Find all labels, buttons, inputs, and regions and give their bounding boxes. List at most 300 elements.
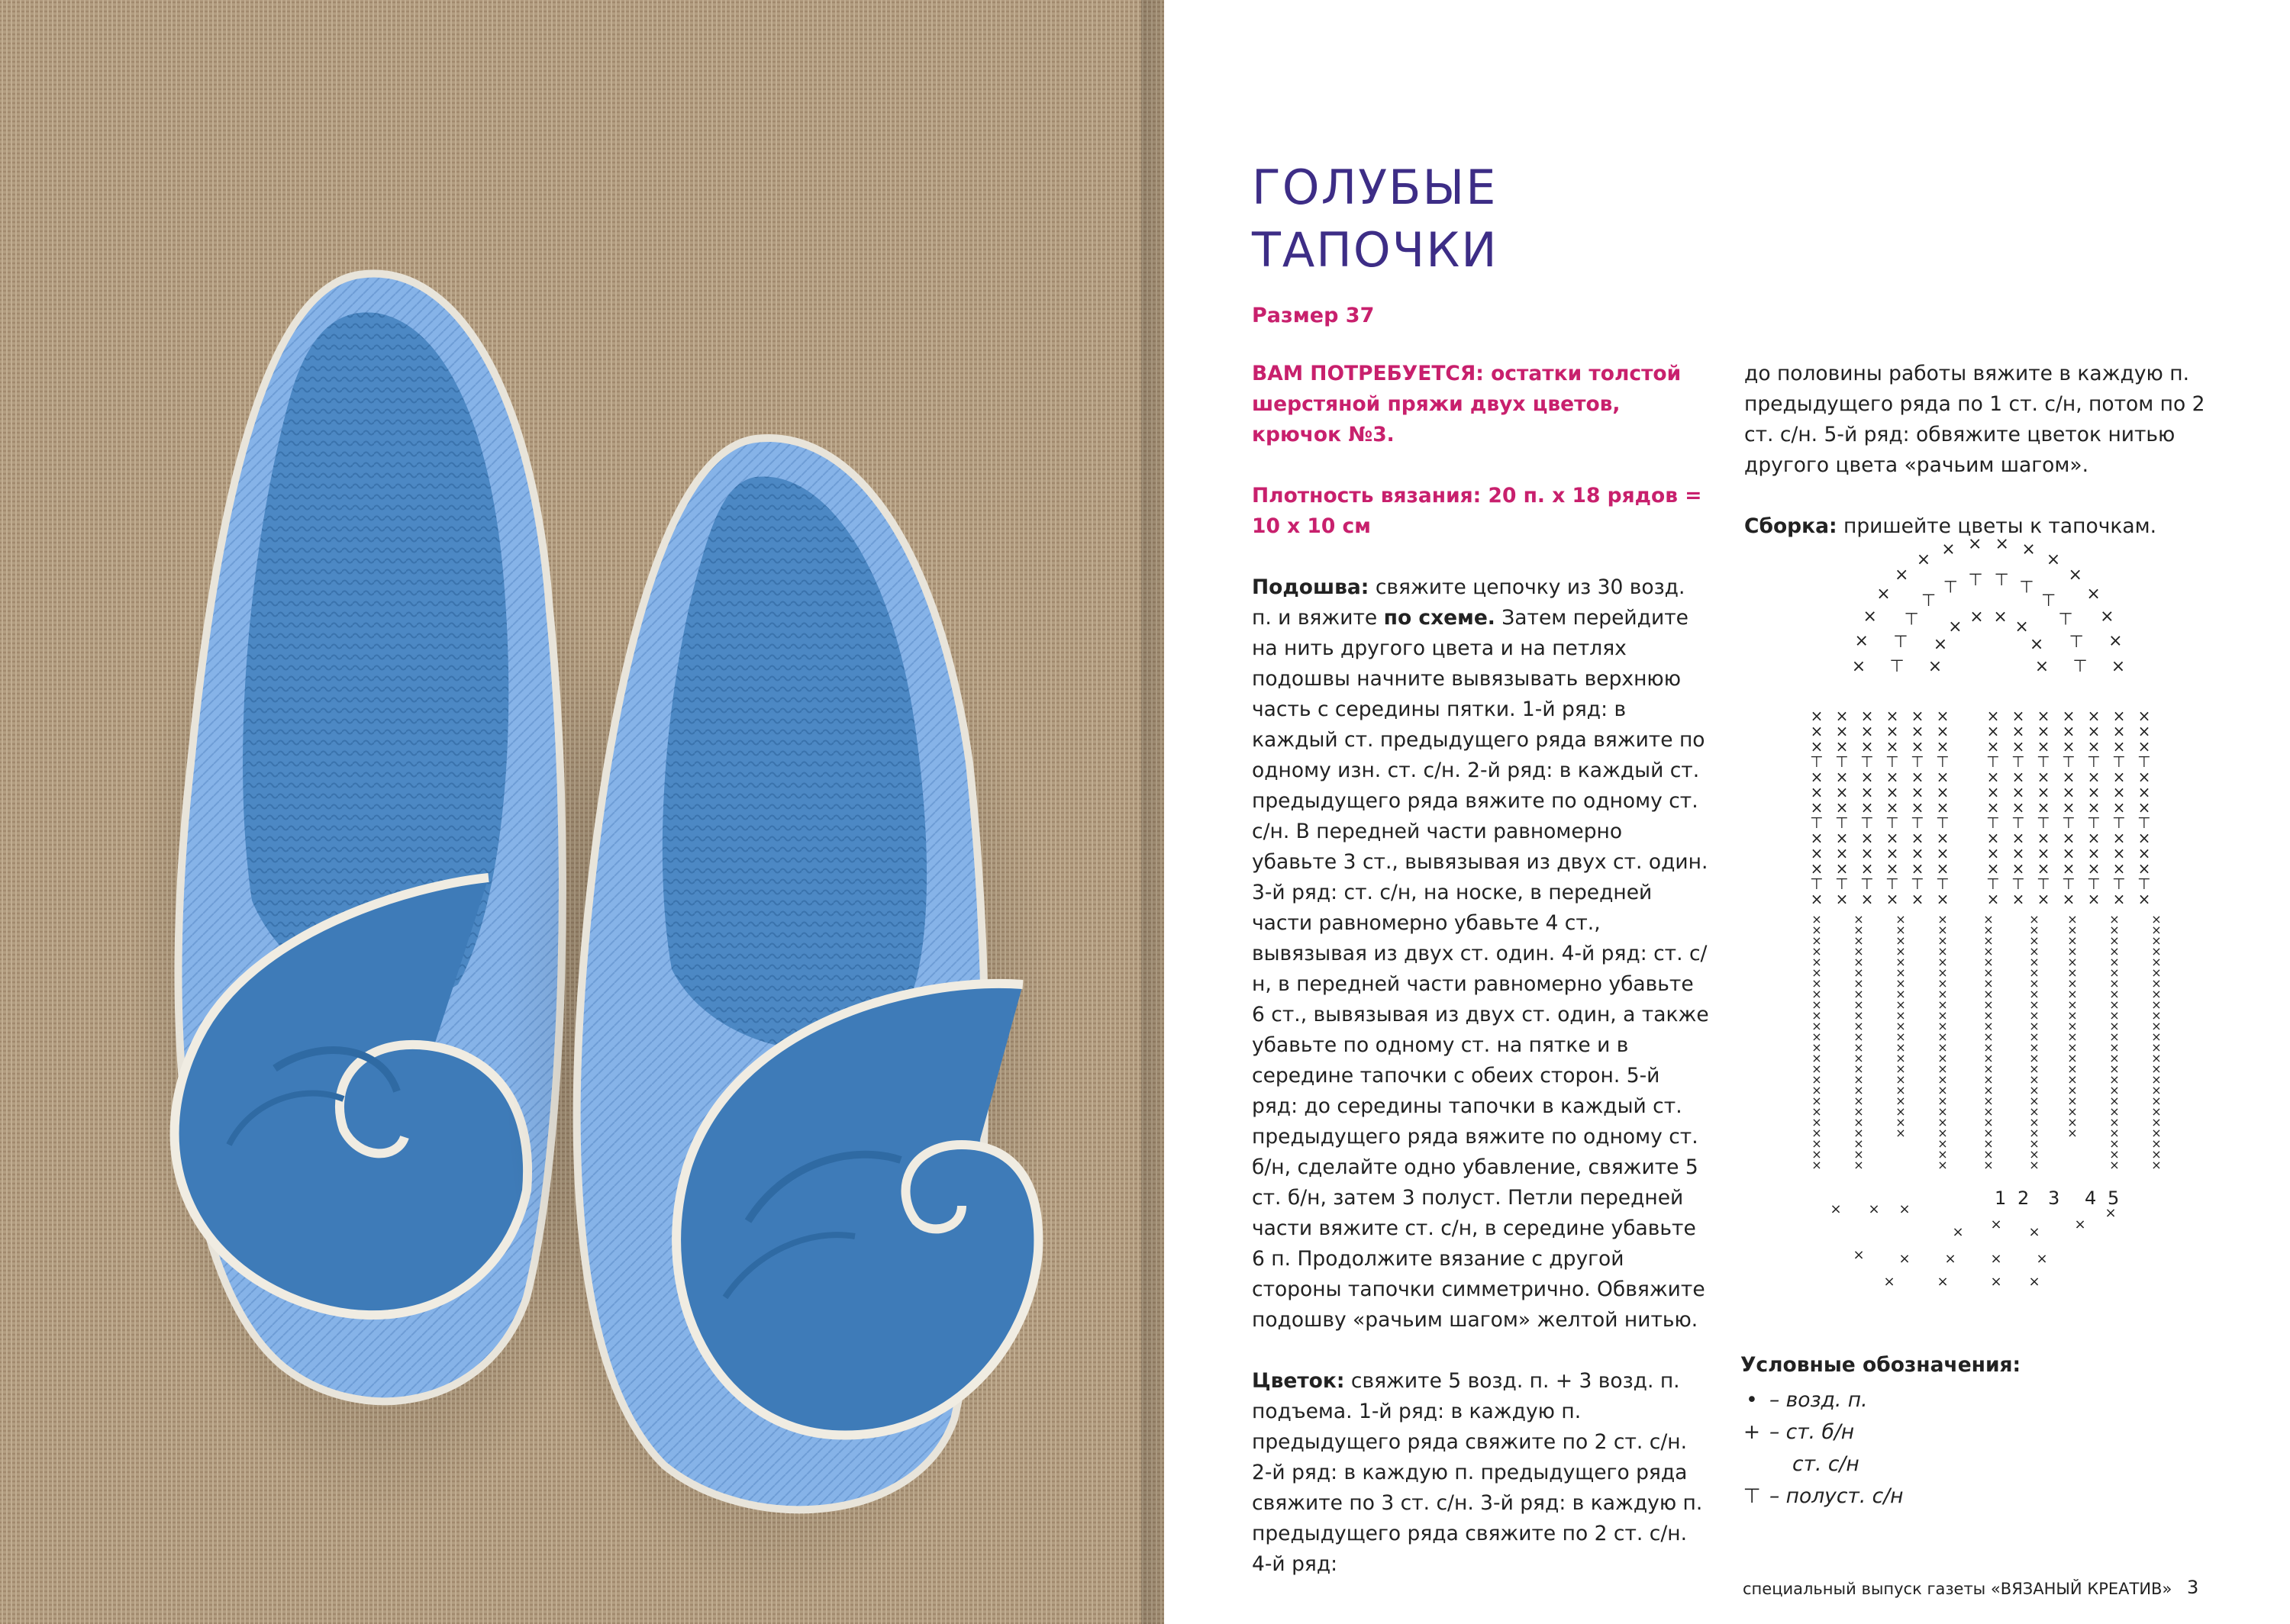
schema-mark: × bbox=[1895, 923, 1906, 937]
density-label: Плотность вязания: bbox=[1252, 484, 1482, 508]
schema-mark: × bbox=[1835, 859, 1849, 878]
schema-mark: × bbox=[2087, 783, 2101, 801]
schema-mark: × bbox=[2109, 1104, 2120, 1119]
schema-mark: × bbox=[2112, 829, 2126, 847]
schema-mark: × bbox=[1810, 829, 1824, 847]
schema-mark: × bbox=[2109, 912, 2120, 926]
schema-mark: × bbox=[2037, 707, 2050, 725]
schema-mark: × bbox=[1895, 1019, 1906, 1033]
schema-mark: × bbox=[2087, 844, 2101, 862]
schema-mark: × bbox=[1885, 768, 1899, 786]
schema-mark: × bbox=[1811, 1094, 1822, 1108]
schema-mark: × bbox=[1936, 798, 1950, 817]
schema-mark: × bbox=[1810, 737, 1824, 756]
schema-mark: ⊤ bbox=[1943, 578, 1958, 598]
schema-mark: × bbox=[1911, 768, 1924, 786]
schema-mark: ⊤ bbox=[1835, 752, 1849, 771]
schema-mark: × bbox=[1983, 923, 1994, 937]
schema-mark: × bbox=[2011, 798, 2025, 817]
schema-mark: × bbox=[1936, 829, 1950, 847]
schema-mark: × bbox=[1983, 955, 1994, 969]
schema-mark: × bbox=[1911, 844, 1924, 862]
schema-mark: × bbox=[1885, 829, 1899, 847]
schema-mark: × bbox=[2086, 585, 2101, 604]
schema-mark: × bbox=[1853, 1247, 1865, 1263]
schema-mark: × bbox=[1811, 1072, 1822, 1087]
schema-mark: × bbox=[1937, 923, 1948, 937]
schema-mark: × bbox=[1983, 1115, 1994, 1129]
schema-mark: × bbox=[1937, 1094, 1948, 1108]
schema-mark: × bbox=[2029, 1115, 2040, 1129]
schema-mark: × bbox=[1937, 1147, 1948, 1162]
title-line-1: ГОЛУБЫЕ bbox=[1252, 160, 1498, 215]
schema-mark: × bbox=[1986, 890, 2000, 908]
schema-mark: × bbox=[2036, 1251, 2048, 1267]
schema-mark: × bbox=[1986, 707, 2000, 725]
schema-mark: × bbox=[1811, 1040, 1822, 1055]
schema-mark: × bbox=[2062, 798, 2076, 817]
schema-mark: × bbox=[1937, 1104, 1948, 1119]
schema-mark: × bbox=[2067, 1126, 2078, 1140]
schema-mark: × bbox=[2029, 1136, 2040, 1151]
schema-mark: × bbox=[1860, 798, 1874, 817]
schema-mark: × bbox=[1885, 722, 1899, 740]
density-paragraph bbox=[1252, 481, 1710, 542]
schema-mark: × bbox=[1860, 783, 1874, 801]
schema-mark: × bbox=[1885, 844, 1899, 862]
schema-mark: × bbox=[2062, 859, 2076, 878]
schema-mark: × bbox=[1986, 829, 2000, 847]
schema-mark: × bbox=[2062, 829, 2076, 847]
plus-symbol-icon: + bbox=[1743, 1420, 1761, 1444]
schema-mark: × bbox=[1986, 783, 2000, 801]
schema-mark: × bbox=[2151, 965, 2162, 980]
schema-mark: × bbox=[1990, 1251, 2002, 1267]
schema-mark: × bbox=[2151, 1115, 2162, 1129]
legend-text-hdc: – полуст. с/н bbox=[1769, 1484, 1904, 1508]
schema-mark: ⊤ bbox=[1911, 752, 1924, 771]
footer-text: специальный выпуск газеты «ВЯЗАНЫЙ КРЕАТИВ» bbox=[1743, 1580, 2172, 1598]
schema-mark: × bbox=[1876, 585, 1891, 604]
schema-mark: × bbox=[2137, 722, 2151, 740]
schema-mark: × bbox=[1885, 890, 1899, 908]
schema-mark: × bbox=[1811, 1030, 1822, 1044]
schema-mark: × bbox=[2029, 912, 2040, 926]
schema-mark: × bbox=[2029, 976, 2040, 991]
schema-mark: × bbox=[1983, 1030, 1994, 1044]
schema-mark: × bbox=[2151, 1104, 2162, 1119]
crochet-schema bbox=[1767, 534, 2195, 1305]
schema-mark: × bbox=[2109, 1147, 2120, 1162]
schema-mark: × bbox=[2137, 737, 2151, 756]
schema-mark: ⊤ bbox=[1911, 814, 1924, 832]
density-text: 20 п. х 18 рядов = 10 х 10 см bbox=[1252, 484, 1702, 538]
schema-mark: × bbox=[1933, 635, 1948, 655]
text-column-left bbox=[1252, 359, 1710, 1610]
schema-mark: × bbox=[1983, 1104, 1994, 1119]
schema-mark: × bbox=[1937, 1115, 1948, 1129]
schema-mark: ⊤ bbox=[1936, 814, 1950, 832]
schema-mark: × bbox=[1983, 1147, 1994, 1162]
schema-mark: × bbox=[1983, 1094, 1994, 1108]
schema-mark: × bbox=[2109, 944, 2120, 959]
schema-mark: ⊤ bbox=[1810, 814, 1824, 832]
legend-item-hdc bbox=[1740, 1481, 2021, 1513]
schema-mark: × bbox=[2067, 1062, 2078, 1076]
schema-mark: × bbox=[2137, 844, 2151, 862]
schema-mark: × bbox=[2151, 944, 2162, 959]
schema-mark: × bbox=[2151, 923, 2162, 937]
schema-mark: × bbox=[1983, 1040, 1994, 1055]
schema-mark: × bbox=[2029, 1158, 2040, 1172]
schema-mark: × bbox=[2014, 617, 2029, 637]
schema-mark: × bbox=[1937, 944, 1948, 959]
schema-mark: × bbox=[2067, 1094, 2078, 1108]
schema-mark: × bbox=[1853, 1062, 1864, 1076]
schema-mark: × bbox=[2011, 844, 2025, 862]
schema-mark: × bbox=[2029, 1019, 2040, 1033]
schema-mark: × bbox=[1983, 1083, 1994, 1097]
text-page bbox=[1164, 0, 2290, 1624]
schema-mark: × bbox=[1853, 944, 1864, 959]
schema-mark: × bbox=[2029, 1072, 2040, 1087]
schema-mark: × bbox=[1835, 844, 1849, 862]
schema-mark: × bbox=[2037, 844, 2050, 862]
schema-mark: × bbox=[1990, 1274, 2002, 1290]
schema-mark: × bbox=[2137, 890, 2151, 908]
schema-mark: × bbox=[2067, 1040, 2078, 1055]
schema-mark: × bbox=[2151, 976, 2162, 991]
schema-mark: × bbox=[1993, 607, 2008, 627]
schema-mark: × bbox=[2062, 890, 2076, 908]
schema-mark: ⊤ bbox=[2062, 752, 2076, 771]
schema-mark: × bbox=[2151, 1040, 2162, 1055]
schema-mark: × bbox=[2151, 1136, 2162, 1151]
schema-mark: × bbox=[1986, 859, 2000, 878]
schema-mark: × bbox=[1853, 1115, 1864, 1129]
schema-mark: ⊤ bbox=[1810, 752, 1824, 771]
schema-mark: × bbox=[2062, 844, 2076, 862]
sole-label: Подошва: bbox=[1252, 575, 1369, 599]
schema-mark: × bbox=[1811, 944, 1822, 959]
schema-mark: ⊤ bbox=[1860, 875, 1874, 893]
schema-mark: ⊤ bbox=[1889, 657, 1905, 676]
schema-mark: × bbox=[1811, 987, 1822, 1001]
schema-mark: × bbox=[2067, 944, 2078, 959]
schema-mark: × bbox=[1936, 707, 1950, 725]
schema-mark: × bbox=[2011, 859, 2025, 878]
schema-mark: × bbox=[2067, 997, 2078, 1012]
schema-mark: × bbox=[1811, 965, 1822, 980]
schema-mark: × bbox=[2151, 1062, 2162, 1076]
schema-mark: × bbox=[2109, 1126, 2120, 1140]
schema-mark: × bbox=[2109, 1072, 2120, 1087]
schema-mark: × bbox=[2028, 1224, 2040, 1240]
schema-mark: ⊤ bbox=[2062, 814, 2076, 832]
schema-mark: ⊤ bbox=[2062, 875, 2076, 893]
schema-mark: × bbox=[2137, 829, 2151, 847]
schema-mark: × bbox=[2037, 768, 2050, 786]
schema-mark: ⊤ bbox=[2112, 875, 2126, 893]
schema-mark: × bbox=[1937, 1008, 1948, 1023]
schema-mark: × bbox=[1895, 1072, 1906, 1087]
size-line: Размер 37 bbox=[1252, 304, 1375, 327]
schema-mark: × bbox=[1911, 722, 1924, 740]
schema-mark: × bbox=[2029, 955, 2040, 969]
schema-mark: × bbox=[2067, 955, 2078, 969]
row-number-4: 4 bbox=[2085, 1187, 2097, 1209]
schema-mark: × bbox=[2029, 965, 2040, 980]
schema-mark: × bbox=[2151, 1030, 2162, 1044]
schema-mark: ⊤ bbox=[2087, 814, 2101, 832]
schema-mark: × bbox=[2074, 1216, 2086, 1232]
schema-mark: × bbox=[2151, 1158, 2162, 1172]
legend-item-chain bbox=[1740, 1384, 2021, 1416]
schema-mark: × bbox=[1983, 987, 1994, 1001]
schema-mark: × bbox=[1937, 1040, 1948, 1055]
schema-mark: × bbox=[2021, 540, 2036, 559]
schema-mark: × bbox=[2112, 859, 2126, 878]
legend-text-sc: – ст. б/н bbox=[1769, 1420, 1855, 1444]
materials-text: остатки толстой шерстяной пряжи двух цветов, крючок №3. bbox=[1252, 362, 1682, 446]
schema-mark: × bbox=[2111, 657, 2126, 676]
schema-mark: × bbox=[1898, 1201, 1911, 1217]
schema-mark: × bbox=[1895, 997, 1906, 1012]
hdc-symbol-icon: ⊤ bbox=[1743, 1484, 1761, 1508]
schema-symbols bbox=[1810, 534, 2161, 1290]
schema-mark: × bbox=[1937, 987, 1948, 1001]
schema-mark: × bbox=[1885, 783, 1899, 801]
schema-mark: × bbox=[1937, 1062, 1948, 1076]
schema-mark: × bbox=[2137, 783, 2151, 801]
schema-mark: × bbox=[2029, 1030, 2040, 1044]
schema-mark: × bbox=[1860, 737, 1874, 756]
schema-mark: × bbox=[2151, 1051, 2162, 1065]
schema-mark: × bbox=[2087, 768, 2101, 786]
schema-mark: × bbox=[1911, 798, 1924, 817]
schema-row-numbers bbox=[1995, 1187, 2119, 1209]
schema-mark: × bbox=[2011, 737, 2025, 756]
schema-mark: × bbox=[1983, 1008, 1994, 1023]
schema-mark: × bbox=[1811, 955, 1822, 969]
schema-mark: × bbox=[1810, 844, 1824, 862]
schema-mark: × bbox=[2151, 1126, 2162, 1140]
schema-mark: × bbox=[1952, 1224, 1964, 1240]
schema-mark: × bbox=[1983, 1051, 1994, 1065]
schema-mark: × bbox=[1811, 1147, 1822, 1162]
schema-mark: × bbox=[2151, 955, 2162, 969]
schema-mark: × bbox=[1860, 768, 1874, 786]
schema-mark: × bbox=[2011, 707, 2025, 725]
schema-mark: × bbox=[2029, 635, 2044, 655]
schema-mark: × bbox=[1969, 607, 1984, 627]
schema-mark: × bbox=[2067, 1019, 2078, 1033]
schema-mark: × bbox=[1936, 783, 1950, 801]
schema-mark: × bbox=[2029, 944, 2040, 959]
schema-mark: × bbox=[2067, 1083, 2078, 1097]
schema-mark: ⊤ bbox=[1968, 571, 1983, 591]
schema-mark: × bbox=[1853, 997, 1864, 1012]
schema-mark: × bbox=[1810, 859, 1824, 878]
schema-mark: × bbox=[1853, 1030, 1864, 1044]
schema-mark: × bbox=[1936, 722, 1950, 740]
schema-mark: ⊤ bbox=[1860, 752, 1874, 771]
schema-mark: × bbox=[2067, 1072, 2078, 1087]
legend-text-chain: – возд. п. bbox=[1769, 1388, 1868, 1412]
schema-mark: × bbox=[1860, 722, 1874, 740]
schema-mark: ⊤ bbox=[1885, 875, 1899, 893]
schema-mark: × bbox=[1937, 1136, 1948, 1151]
assembly-label: Сборка: bbox=[1744, 514, 1837, 538]
schema-mark: × bbox=[1854, 631, 1869, 651]
schema-mark: ⊤ bbox=[1994, 571, 2009, 591]
schema-mark: × bbox=[1911, 890, 1924, 908]
row-number-5: 5 bbox=[2108, 1187, 2120, 1209]
schema-mark: × bbox=[1835, 783, 1849, 801]
schema-mark: ⊤ bbox=[1835, 814, 1849, 832]
schema-mark: × bbox=[2062, 783, 2076, 801]
schema-mark: ⊤ bbox=[2137, 752, 2151, 771]
schema-mark: ⊤ bbox=[2037, 875, 2050, 893]
schema-mark: × bbox=[2087, 737, 2101, 756]
schema-mark: × bbox=[2109, 1062, 2120, 1076]
schema-mark: × bbox=[1835, 722, 1849, 740]
schema-mark: × bbox=[1811, 976, 1822, 991]
schema-mark: × bbox=[2109, 1136, 2120, 1151]
schema-mark: × bbox=[1895, 1115, 1906, 1129]
materials-paragraph bbox=[1252, 359, 1710, 450]
schema-mark: × bbox=[2105, 1205, 2117, 1221]
schema-mark: × bbox=[1853, 923, 1864, 937]
schema-mark: × bbox=[1853, 987, 1864, 1001]
schema-mark: × bbox=[1885, 798, 1899, 817]
schema-mark: × bbox=[2112, 707, 2126, 725]
schema-mark: × bbox=[1811, 1008, 1822, 1023]
schema-mark: × bbox=[2067, 923, 2078, 937]
schema-mark: × bbox=[1937, 1274, 1949, 1290]
schema-mark: × bbox=[2067, 976, 2078, 991]
schema-mark: × bbox=[2109, 976, 2120, 991]
schema-mark: × bbox=[1868, 1201, 1880, 1217]
schema-mark: ⊤ bbox=[2058, 610, 2073, 630]
schema-mark: × bbox=[1895, 1030, 1906, 1044]
flower-continued: до половины работы вяжите в каждую п. предыдущего ряда по 1 ст. с/н, потом по 2 ст. с/н. 5-й ряд: обвяжите цветок нитью другого цвета «рачьим шагом». bbox=[1744, 362, 2205, 477]
schema-mark: ⊤ bbox=[2112, 752, 2126, 771]
schema-mark: × bbox=[1853, 1147, 1864, 1162]
schema-mark: × bbox=[1983, 912, 1994, 926]
schema-mark: × bbox=[2109, 1030, 2120, 1044]
schema-mark: × bbox=[1983, 965, 1994, 980]
schema-mark: ⊤ bbox=[1986, 875, 2000, 893]
page-number: 3 bbox=[2187, 1577, 2199, 1598]
schema-mark: ⊤ bbox=[1810, 875, 1824, 893]
schema-mark: × bbox=[2037, 798, 2050, 817]
schema-mark: × bbox=[2087, 722, 2101, 740]
schema-mark: × bbox=[1811, 1019, 1822, 1033]
schema-mark: × bbox=[1937, 1051, 1948, 1065]
schema-mark: × bbox=[1941, 540, 1956, 559]
schema-mark: × bbox=[2029, 1062, 2040, 1076]
schema-mark: × bbox=[1835, 798, 1849, 817]
schema-mark: × bbox=[2067, 1030, 2078, 1044]
schema-mark: × bbox=[2029, 997, 2040, 1012]
schema-mark: × bbox=[1853, 1136, 1864, 1151]
legend-text-dc: ст. с/н bbox=[1792, 1452, 1859, 1476]
legend-item-dc bbox=[1740, 1448, 2021, 1481]
schema-mark: × bbox=[1895, 1083, 1906, 1097]
schema-mark: × bbox=[2109, 1051, 2120, 1065]
schema-mark: × bbox=[2151, 933, 2162, 948]
schema-mark: × bbox=[1983, 1136, 1994, 1151]
schema-mark: × bbox=[1936, 890, 1950, 908]
schema-mark: × bbox=[1911, 783, 1924, 801]
schema-mark: × bbox=[1835, 829, 1849, 847]
schema-mark: × bbox=[2029, 1094, 2040, 1108]
schema-mark: × bbox=[1853, 1126, 1864, 1140]
flower-paragraph bbox=[1252, 1366, 1710, 1580]
schema-mark: × bbox=[1851, 657, 1866, 676]
schema-mark: × bbox=[1983, 1062, 1994, 1076]
schema-mark: × bbox=[2151, 1019, 2162, 1033]
schema-mark: ⊤ bbox=[2069, 632, 2084, 652]
schema-mark: × bbox=[2087, 890, 2101, 908]
schema-mark: × bbox=[2151, 1008, 2162, 1023]
schema-mark: × bbox=[1811, 1083, 1822, 1097]
schema-mark: × bbox=[2067, 1051, 2078, 1065]
schema-mark: × bbox=[1936, 859, 1950, 878]
schema-mark: × bbox=[1885, 707, 1899, 725]
legend bbox=[1740, 1349, 2021, 1513]
schema-mark: × bbox=[2112, 844, 2126, 862]
schema-mark: × bbox=[2011, 829, 2025, 847]
schema-mark: ⊤ bbox=[2019, 578, 2034, 598]
schema-mark: × bbox=[2151, 997, 2162, 1012]
schema-mark: × bbox=[1983, 1072, 1994, 1087]
schema-mark: × bbox=[2109, 987, 2120, 1001]
schema-mark: × bbox=[2109, 1008, 2120, 1023]
schema-mark: × bbox=[2137, 768, 2151, 786]
schema-mark: × bbox=[2151, 987, 2162, 1001]
schema-mark: × bbox=[1811, 1104, 1822, 1119]
schema-mark: × bbox=[2067, 1115, 2078, 1129]
schema-mark: × bbox=[1860, 844, 1874, 862]
schema-mark: × bbox=[1944, 1251, 1956, 1267]
schema-mark: × bbox=[1885, 737, 1899, 756]
schema-mark: ⊤ bbox=[2011, 752, 2025, 771]
schema-mark: × bbox=[1853, 1158, 1864, 1172]
schema-mark: × bbox=[2108, 631, 2123, 651]
schema-mark: × bbox=[2062, 707, 2076, 725]
schema-mark: × bbox=[2034, 657, 2050, 676]
schema-mark: × bbox=[2109, 933, 2120, 948]
schema-mark: × bbox=[1937, 1083, 1948, 1097]
schema-mark: × bbox=[1853, 965, 1864, 980]
schema-mark: × bbox=[2112, 798, 2126, 817]
schema-mark: × bbox=[1895, 1040, 1906, 1055]
schema-mark: × bbox=[1986, 844, 2000, 862]
schema-mark: × bbox=[1853, 976, 1864, 991]
schema-mark: ⊤ bbox=[2037, 814, 2050, 832]
schema-mark: × bbox=[1895, 976, 1906, 991]
schema-mark: × bbox=[1853, 933, 1864, 948]
schema-mark: × bbox=[1986, 798, 2000, 817]
schema-mark: × bbox=[1986, 737, 2000, 756]
schema-mark: × bbox=[1937, 912, 1948, 926]
schema-mark: × bbox=[1811, 1158, 1822, 1172]
schema-mark: × bbox=[1811, 923, 1822, 937]
schema-mark: × bbox=[2028, 1274, 2040, 1290]
sole-bold: по схеме. bbox=[1383, 606, 1495, 630]
